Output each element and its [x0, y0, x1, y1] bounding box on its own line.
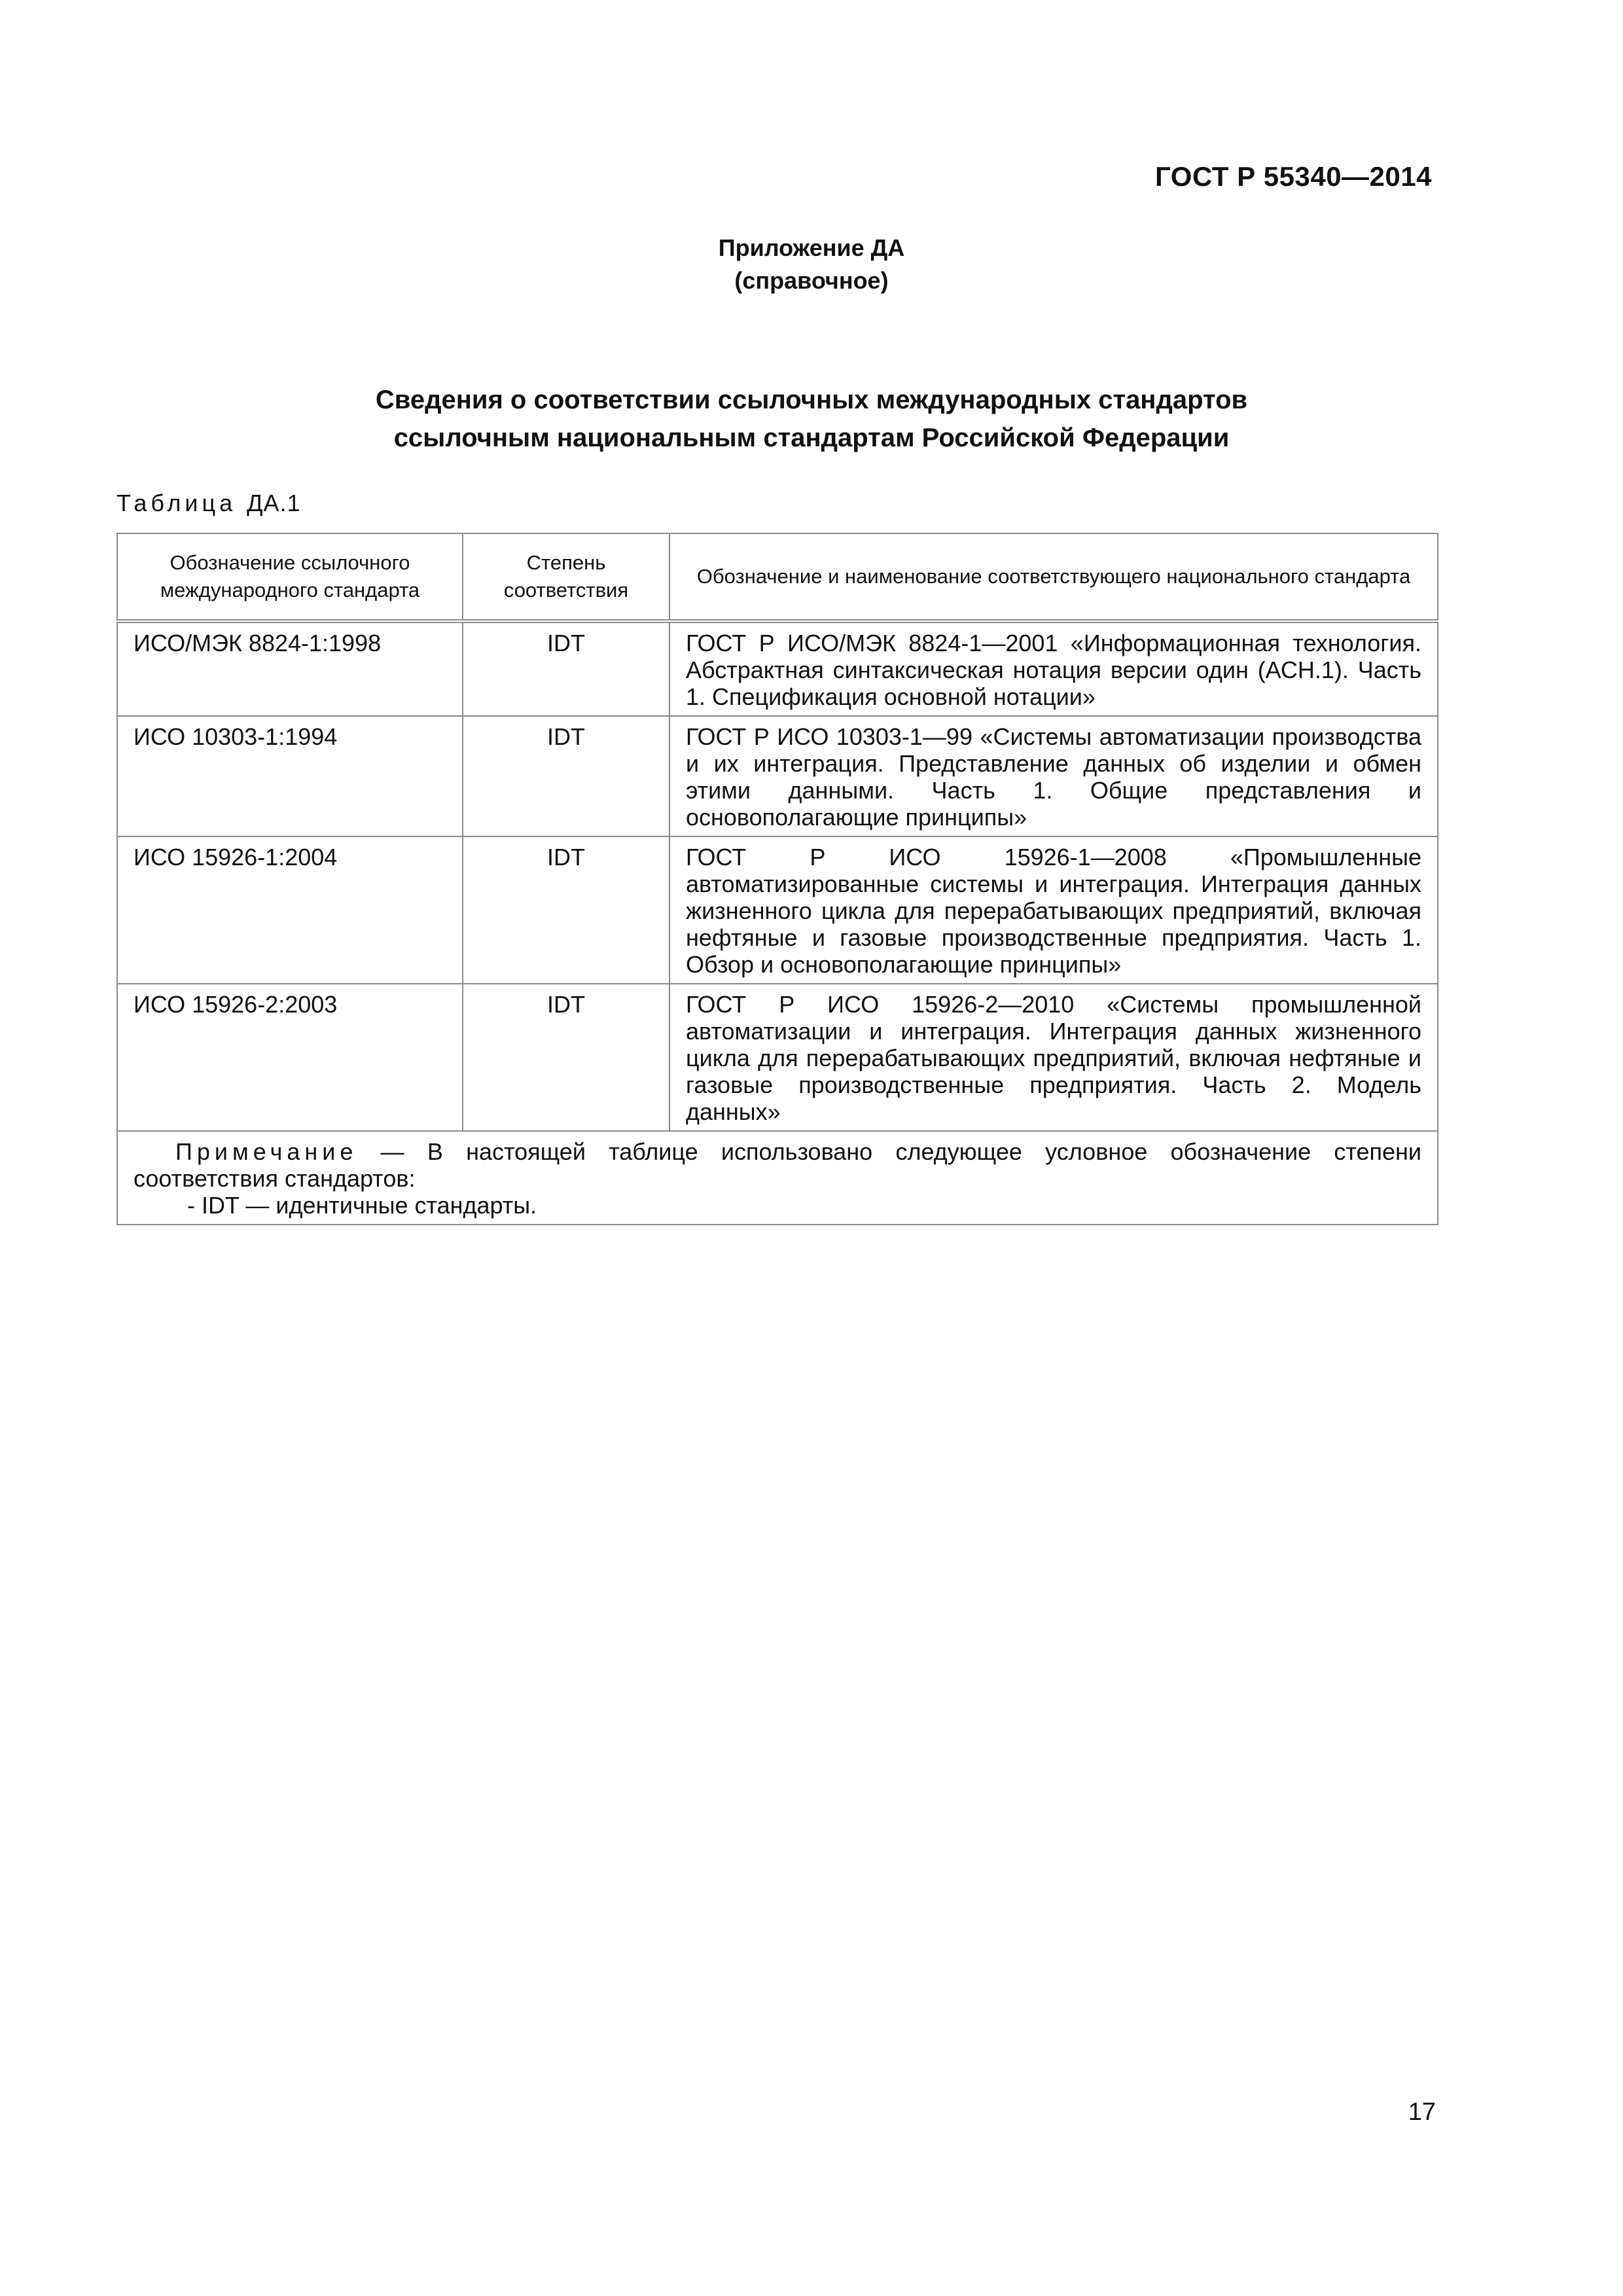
intl-standard-cell: ИСО 10303-1:1994 — [117, 716, 463, 836]
note-body: — В настоящей таблице использовано следующее условное обозначение степени соответствия стандартов: — [134, 1138, 1421, 1192]
degree-cell: IDT — [463, 716, 669, 836]
national-standard-cell: ГОСТ Р ИСО/МЭК 8824-1—2001 «Информационная технология. Абстрактная синтаксическая нотация версии один (АСН.1). Часть 1. Спецификация основной нотации» — [669, 621, 1438, 716]
appendix-type: (справочное) — [734, 267, 889, 294]
section-title-line-1: Сведения о соответствии ссылочных международных стандартов — [375, 386, 1248, 414]
section-title — [0, 381, 1623, 457]
national-standard-cell: ГОСТ Р ИСО 15926-1—2008 «Промышленные автоматизированные системы и интеграция. Интеграция данных жизненного цикла для перерабатывающих предприятий, включая нефтяные и газовые производственные предприятия. Часть 1. Обзор и основополагающие принципы» — [669, 836, 1438, 984]
table-caption — [116, 490, 301, 517]
degree-cell: IDT — [463, 836, 669, 984]
header-degree: Степень соответствия — [463, 533, 669, 621]
national-standard-cell: ГОСТ Р ИСО 15926-2—2010 «Системы промышленной автоматизации и интеграция. Интеграция данных жизненного цикла для перерабатывающих предприятий, включая нефтяные и газовые производственные предприятия. Часть 2. Модель данных» — [669, 984, 1438, 1131]
table-note-row — [117, 1131, 1438, 1225]
appendix-title: Приложение ДА — [718, 234, 905, 261]
national-standard-cell: ГОСТ Р ИСО 10303-1—99 «Системы автоматизации производства и их интеграция. Представление данных об изделии и обмен этими данными. Часть 1. Общие представления и основополагающие принципы» — [669, 716, 1438, 836]
table-row — [117, 621, 1438, 716]
table-caption-word: Таблица — [116, 490, 237, 516]
header-national-standard: Обозначение и наименование соответствующего национального стандарта — [669, 533, 1438, 621]
table-row — [117, 984, 1438, 1131]
note-list-item: - IDT — идентичные стандарты. — [187, 1192, 537, 1219]
correspondence-table — [116, 533, 1438, 1225]
intl-standard-cell: ИСО/МЭК 8824-1:1998 — [117, 621, 463, 716]
note-text — [134, 1138, 1421, 1192]
section-title-line-2: ссылочным национальным стандартам Российской Федерации — [393, 423, 1230, 452]
table-row — [117, 716, 1438, 836]
intl-standard-cell: ИСО 15926-1:2004 — [117, 836, 463, 984]
table-note — [117, 1131, 1438, 1225]
document-code: ГОСТ Р 55340—2014 — [1155, 161, 1432, 192]
page-number: 17 — [1408, 2098, 1436, 2126]
appendix-heading — [0, 232, 1623, 297]
intl-standard-cell: ИСО 15926-2:2003 — [117, 984, 463, 1131]
degree-cell: IDT — [463, 984, 669, 1131]
degree-cell: IDT — [463, 621, 669, 716]
note-label: Примечание — [175, 1138, 358, 1165]
table-header-row — [117, 533, 1438, 621]
header-intl-standard: Обозначение ссылочного международного стандарта — [117, 533, 463, 621]
table-caption-number: ДА.1 — [247, 490, 301, 516]
table-row — [117, 836, 1438, 984]
